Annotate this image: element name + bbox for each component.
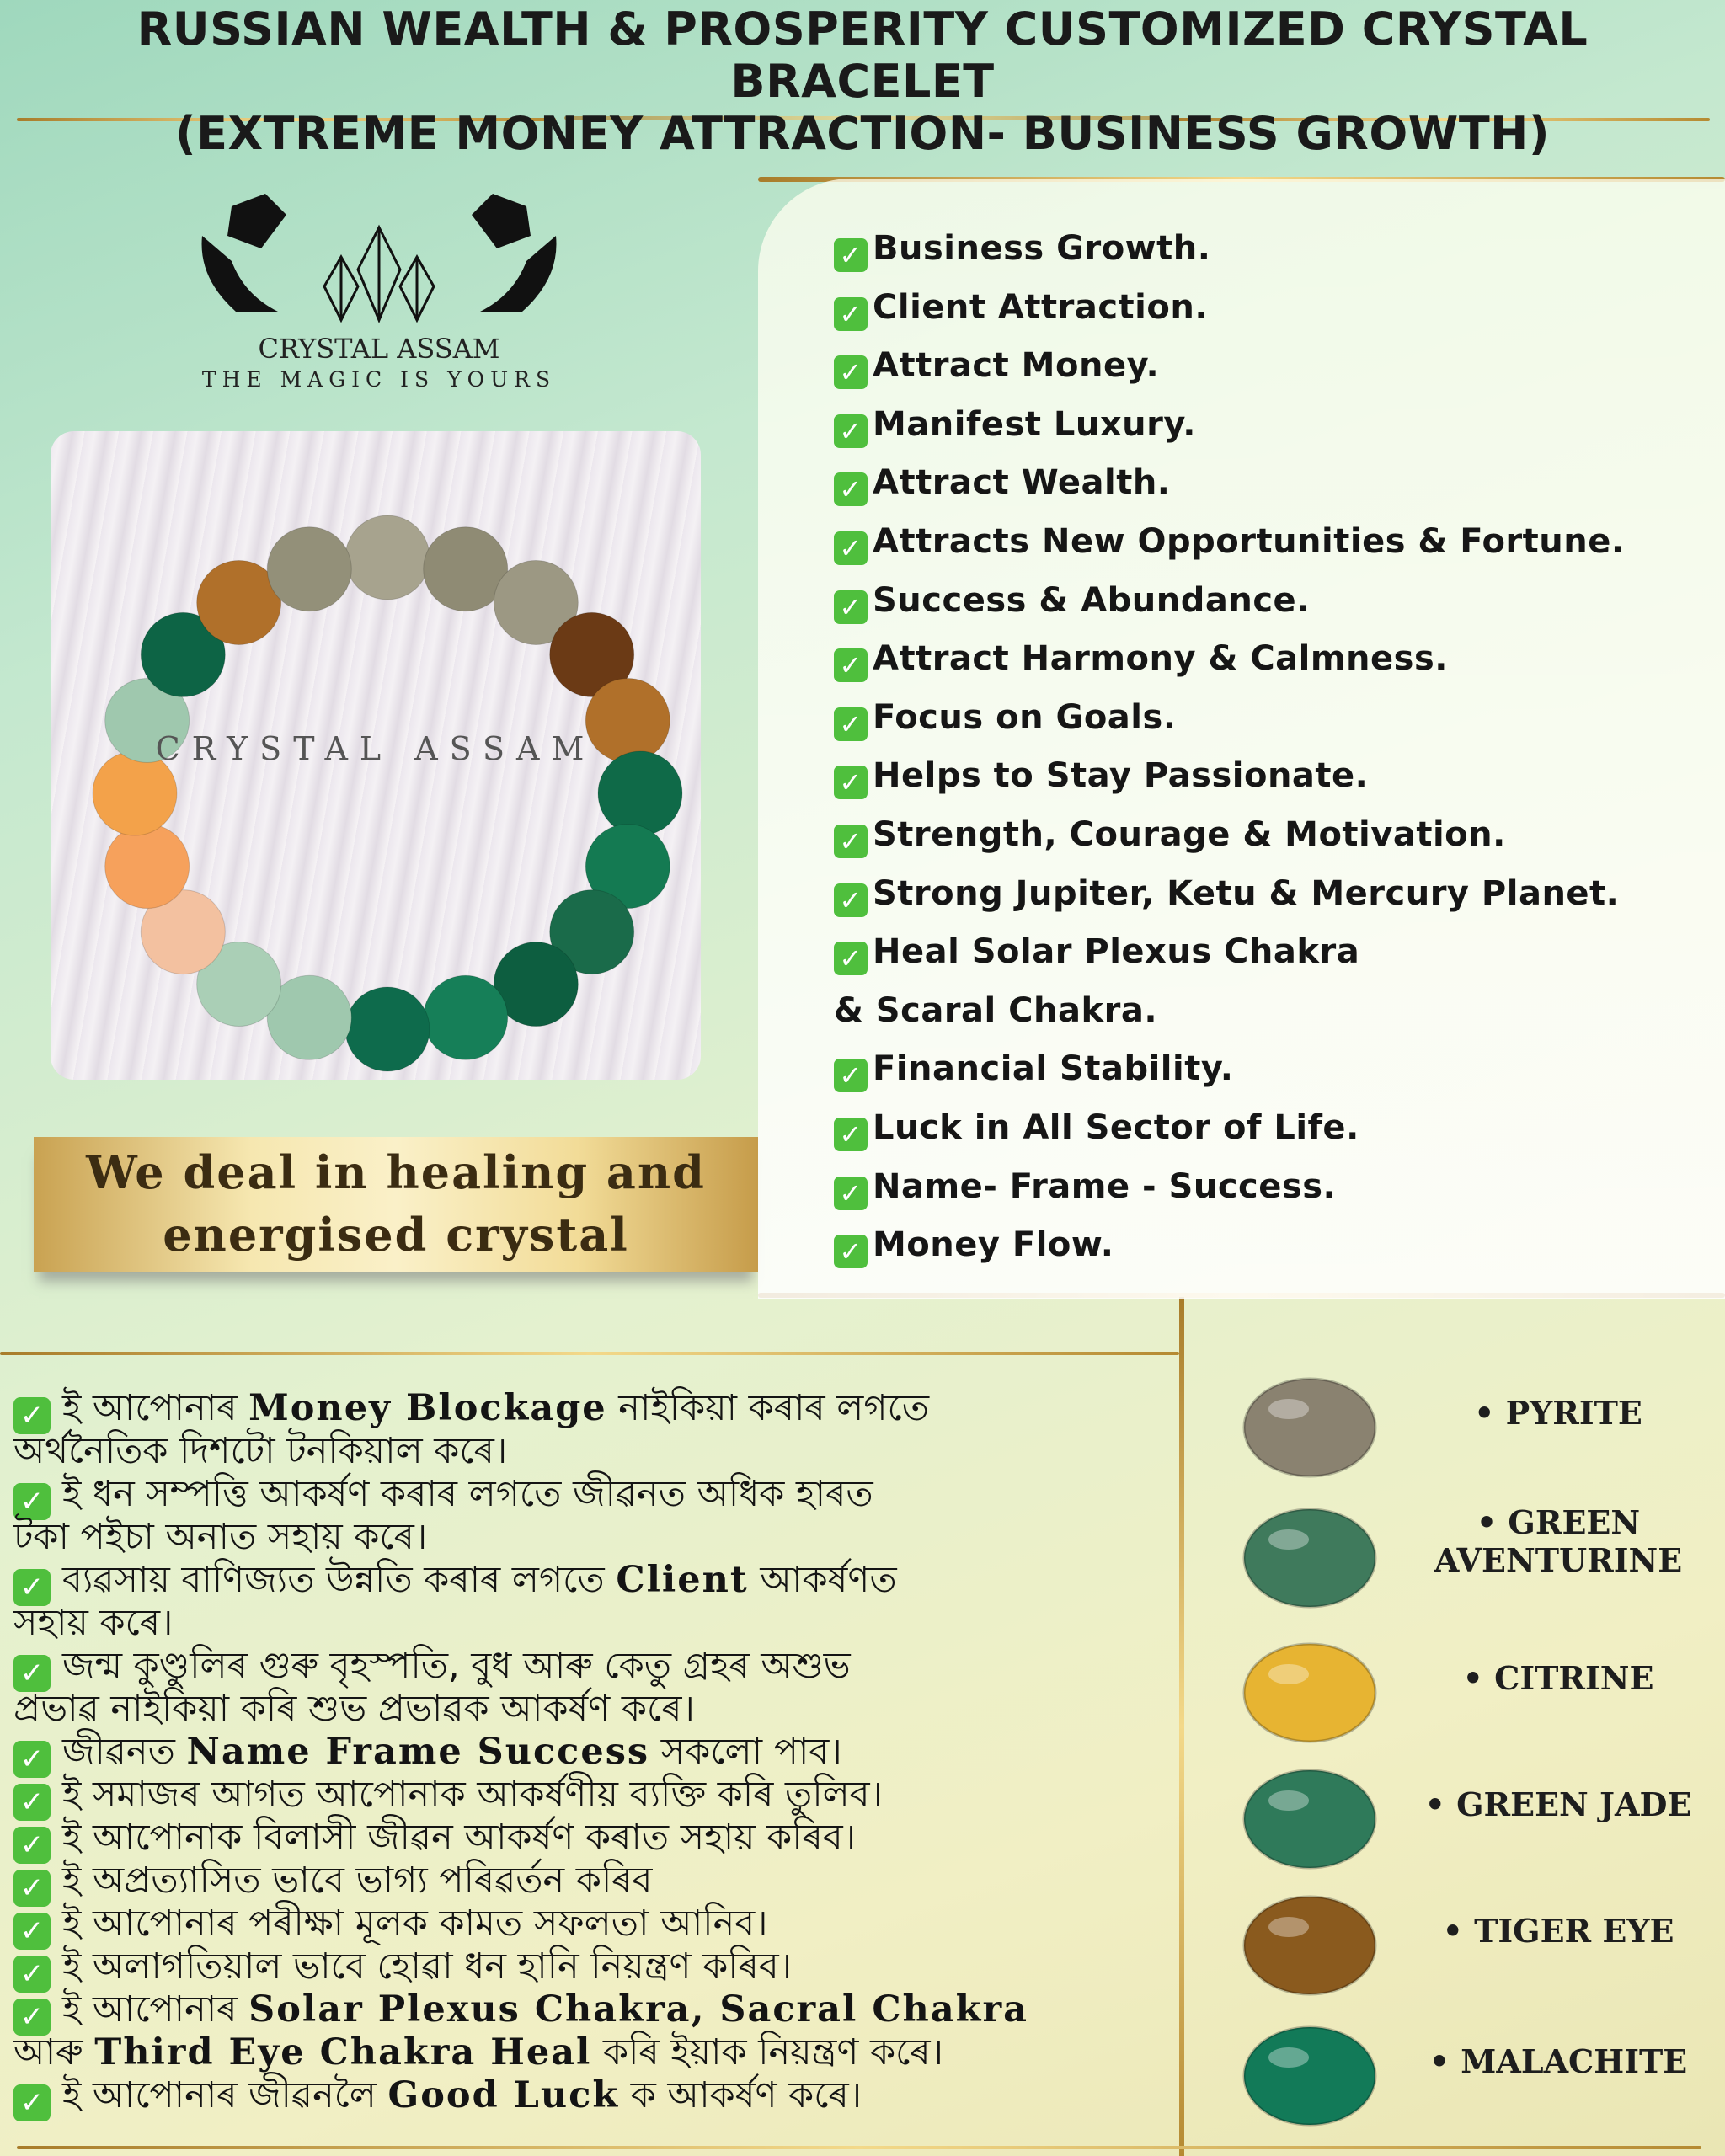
assamese-text: ই আপোনাক বিলাসী জীৱন আকৰ্ষণ কৰাত সহায় কৰিব।: [62, 1817, 857, 1859]
citrine-stone-icon: [1238, 1634, 1381, 1752]
benefit-item: [834, 639, 1448, 682]
assamese-text: সহায় কৰে।: [13, 1602, 174, 1644]
benefit-label: Strength, Courage & Motivation.: [873, 815, 1506, 854]
assamese-text: নাইকিয়া কৰাৰ লগতে: [606, 1387, 930, 1429]
check-icon: ✓: [13, 1999, 51, 2036]
check-icon: ✓: [834, 1059, 868, 1092]
benefit-item: [834, 522, 1625, 565]
assamese-text: ই সমাজৰ আগত আপোনাক আকৰ্ষণীয় ব্যক্তি কৰি তুলিব।: [62, 1774, 883, 1816]
assamese-text: ই অলাগতিয়াল ভাবে হোৱা ধন হানি নিয়ন্ত্ৰণ কৰিব।: [62, 1945, 793, 1988]
tagline-banner: [34, 1137, 758, 1272]
check-icon: ✓: [13, 1741, 51, 1778]
benefit-item: [834, 288, 1208, 331]
stone-label: [1423, 1659, 1693, 1697]
stone-label: [1423, 1503, 1693, 1579]
benefit-item: [834, 1167, 1336, 1210]
assamese-text: টকা পইচা অনাত সহায় কৰে।: [13, 1516, 428, 1558]
assamese-emphasis: Money Blockage: [248, 1387, 607, 1429]
check-icon: ✓: [834, 590, 868, 624]
assamese-text: ই ধন সম্পত্তি আকৰ্ষণ কৰাৰ লগতে জীৱনত অধিক হাৰত: [62, 1473, 873, 1515]
check-icon: ✓: [834, 883, 868, 917]
tiger-eye-stone-icon: [1238, 1886, 1381, 2004]
assamese-emphasis: Name Frame Success: [186, 1731, 650, 1773]
benefit-label: Strong Jupiter, Ketu & Mercury Planet.: [873, 873, 1620, 913]
benefit-label: Money Flow.: [873, 1225, 1114, 1265]
benefit-label: & Scaral Chakra.: [834, 990, 1158, 1030]
benefit-item: [834, 815, 1506, 858]
check-icon: ✓: [13, 1956, 51, 1993]
stone-name: • PYRITE: [1474, 1394, 1642, 1432]
stone-label: [1423, 1785, 1693, 1823]
photo-watermark: CRYSTAL ASSAM: [155, 730, 596, 767]
stone-label: [1423, 1912, 1693, 1950]
logo-name: CRYSTAL ASSAM: [258, 333, 500, 365]
check-icon: ✓: [834, 531, 868, 565]
check-icon: ✓: [13, 1655, 51, 1692]
check-icon: ✓: [13, 1827, 51, 1864]
assamese-text: ক আকৰ্ষণ কৰে।: [619, 2074, 862, 2116]
check-icon: ✓: [834, 1177, 868, 1210]
assamese-text: ই আপোনাৰ: [62, 1988, 249, 2031]
benefit-label: Financial Stability.: [873, 1049, 1234, 1089]
stone-name: • TIGER EYE: [1442, 1912, 1674, 1950]
benefit-item: [834, 1225, 1114, 1268]
assamese-text: জন্ম কুণ্ডুলিৰ গুৰু বৃহস্পতি, বুধ আৰু কেতু গ্ৰহৰ অশুভ: [62, 1645, 851, 1687]
stone-label: [1423, 2042, 1693, 2080]
assamese-text: প্ৰভাৱ নাইকিয়া কৰি শুভ প্ৰভাৱক আকৰ্ষণ কৰে।: [13, 1688, 695, 1730]
benefit-item: [834, 698, 1177, 741]
check-icon: ✓: [834, 297, 868, 331]
pyrite-stone-icon: [1238, 1369, 1381, 1486]
banner-line-1: We deal in healing and: [86, 1145, 706, 1199]
section-vertical-divider: [1179, 1297, 1184, 2156]
assamese-text: আৰু: [13, 2031, 95, 2073]
bracelet-bead: [267, 527, 351, 611]
check-icon: ✓: [13, 1397, 51, 1434]
stone-name: • GREEN JADE: [1424, 1785, 1692, 1823]
assamese-emphasis: Good Luck: [387, 2074, 620, 2116]
check-icon: ✓: [834, 648, 868, 682]
assamese-emphasis: Client: [616, 1559, 749, 1601]
assamese-text: ব্যৱসায় বাণিজ্যত উন্নতি কৰাৰ লগতে: [62, 1559, 617, 1601]
check-icon: ✓: [834, 355, 868, 389]
benefit-item: [834, 932, 1359, 975]
benefit-label: Focus on Goals.: [873, 697, 1177, 737]
bracelet-bead: [345, 515, 430, 600]
check-icon: ✓: [13, 1483, 51, 1520]
check-icon: ✓: [834, 1235, 868, 1268]
assamese-line: [13, 2068, 862, 2128]
assamese-text: কৰি ইয়াক নিয়ন্ত্ৰণ কৰে।: [591, 2031, 944, 2073]
assamese-text: সকলো পাব।: [649, 1731, 842, 1773]
check-icon: ✓: [13, 1569, 51, 1606]
logo-tagline: THE MAGIC IS YOURS: [201, 367, 557, 392]
benefit-item: [834, 991, 1157, 1030]
bracelet-bead: [105, 825, 190, 909]
stone-name-line-2: AVENTURINE: [1434, 1541, 1683, 1579]
benefit-label: Luck in All Sector of Life.: [873, 1108, 1359, 1147]
benefit-item: [834, 1049, 1233, 1092]
check-icon: ✓: [834, 414, 868, 448]
benefit-label: Client Attraction.: [873, 287, 1209, 327]
benefit-item: [834, 463, 1171, 506]
benefit-label: Attract Harmony & Calmness.: [873, 639, 1448, 679]
benefit-item: [834, 405, 1196, 448]
check-icon: ✓: [834, 472, 868, 506]
assamese-emphasis: Third Eye Chakra Heal: [94, 2031, 592, 2073]
benefit-label: Attract Wealth.: [873, 463, 1171, 503]
assamese-text: ই অপ্ৰত্যাসিত ভাবে ভাগ্য পৰিৱৰ্তন কৰিব: [62, 1860, 653, 1902]
check-icon: ✓: [834, 825, 868, 858]
bracelet-bead: [345, 987, 430, 1071]
assamese-text: ই আপোনাৰ: [62, 1387, 249, 1429]
check-icon: ✓: [13, 2084, 51, 2121]
page-title: [0, 3, 1725, 160]
green-stone-icon: [1238, 1499, 1381, 1617]
assamese-text: অৰ্থনৈতিক দিশটো টনকিয়াল কৰে।: [13, 1430, 508, 1472]
benefit-item: [834, 581, 1310, 624]
title-line-1: RUSSIAN WEALTH & PROSPERITY CUSTOMIZED CRYSTAL BRACELET: [136, 3, 1589, 108]
benefit-label: Attract Money.: [873, 346, 1160, 386]
stone-name: • CITRINE: [1462, 1659, 1654, 1697]
stone-name: • MALACHITE: [1429, 2042, 1688, 2080]
malachite-stone-icon: [1238, 2017, 1381, 2135]
banner-line-2: energised crystal: [163, 1208, 629, 1262]
assamese-emphasis: Solar Plexus Chakra, Sacral Chakra: [248, 1988, 1028, 2031]
benefit-label: Attracts New Opportunities & Fortune.: [873, 522, 1625, 561]
check-icon: ✓: [834, 707, 868, 741]
benefit-item: [834, 346, 1159, 389]
assamese-text: ই আপোনাৰ জীৱনলৈ: [62, 2074, 388, 2116]
benefit-label: Manifest Luxury.: [873, 404, 1196, 444]
green-jade-stone-icon: [1238, 1760, 1381, 1878]
benefit-label: Success & Abundance.: [873, 580, 1310, 620]
bottom-left-divider: [0, 1352, 1179, 1355]
benefit-item: [834, 756, 1368, 799]
benefit-label: Helps to Stay Passionate.: [873, 756, 1369, 796]
check-icon: ✓: [834, 766, 868, 799]
benefit-label: Business Growth.: [873, 229, 1211, 268]
check-icon: ✓: [834, 1118, 868, 1151]
benefit-label: Heal Solar Plexus Chakra: [873, 932, 1360, 972]
assamese-text: জীৱনত: [62, 1731, 187, 1773]
assamese-text: আকৰ্ষণত: [748, 1559, 897, 1601]
title-line-2: (EXTREME MONEY ATTRACTION- BUSINESS GROWTH): [174, 107, 1551, 160]
bracelet-photo: [51, 431, 701, 1080]
assamese-text: ই আপোনাৰ পৰীক্ষা মূলক কামত সফলতা আনিব।: [62, 1903, 768, 1945]
check-icon: ✓: [13, 1784, 51, 1821]
benefit-item: [834, 229, 1210, 272]
check-icon: ✓: [13, 1913, 51, 1950]
benefit-label: Name- Frame - Success.: [873, 1166, 1337, 1206]
check-icon: ✓: [13, 1870, 51, 1907]
bracelet-bead: [424, 975, 508, 1059]
benefit-item: [834, 874, 1619, 917]
check-icon: ✓: [834, 942, 868, 975]
check-icon: ✓: [834, 238, 868, 272]
stone-name: • GREEN: [1476, 1503, 1641, 1541]
benefit-item: [834, 1108, 1359, 1151]
stone-label: [1423, 1394, 1693, 1432]
